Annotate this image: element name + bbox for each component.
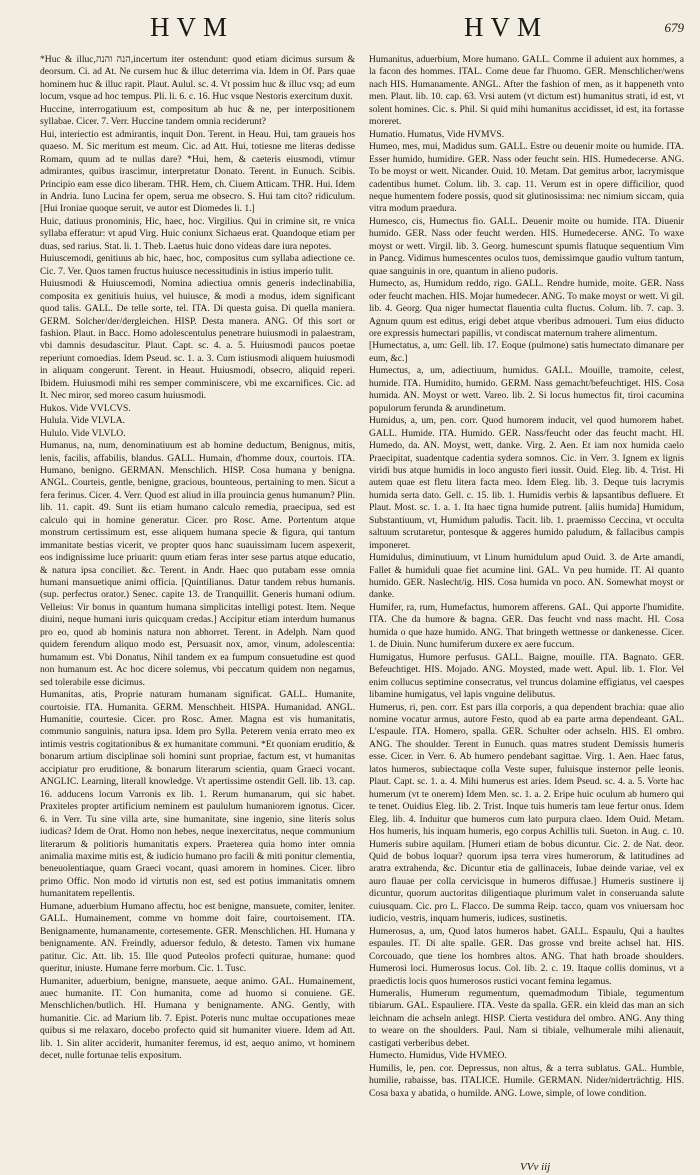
dictionary-entry: Humifer, ra, rum, Humefactus, humorem afferens. GAL. Qui apporte l'humidite. ITA. Che da humore & bagna. GER. Das feucht vnd nass macht. HI. Cosa humida o que haze humido. ANG. That bringeth wettnesse or dankenesse. Cicer. 1. de Diuin. Nunc humiferum duxere ex aere fuccum.	[369, 601, 684, 651]
dictionary-entry: Humidulus, diminutiuum, vt Linum humidulum apud Ouid. 3. de Arte amandi, Fallet & humiduli quae fiet acumine lini. GAL. Vn peu humide. IT. Al quanto humido. GER. Naslecht/ig. HIS. Cosa humida vn poco. AN. Somewhat moyst or danke.	[369, 552, 684, 601]
dictionary-entry: Humeralis, Humerum regumentum, quemadmodum Tibiale, tegumentum tibiarum. GAL. Espauliere. ITA. Veste da spalla. GER. ein kleid das man an sich leichnam die achseln anlegt. HISP. Cierta vestidura del ombro. ANG. Any thing to weare on the shoulders. Paul. Nam si tibiale, velhumerale mihi alienauit, castigati verberibus debet.	[369, 987, 684, 1049]
dictionary-entry: Humanitus, aduerbium, More humano. GALL. Comme il aduient aux hommes, a la facon des hommes. ITAL. Come deue far l'huomo. GER. Menschlicher/wens nach HIS. Humanamente. ANGL. After the fashion of men, as it happeneth vnto men. Plaut. lib. 10. cap. 63. Vrsi autem (vt dictum est) humanitus strati, id est, vt solent homines. Cic. s. Phil. Si quid mihi humanitus accidisset, id est, ita fortasse moreret.	[369, 54, 684, 128]
dictionary-entry: Hukos. Vide VVLCVS.	[40, 402, 131, 414]
running-head-left: HVM	[150, 12, 235, 42]
page-number: 679	[664, 20, 684, 35]
dictionary-entry: Humesco, cis, Humectus fio. GALL. Deuenir moite ou humide. ITA. Diuenir humido. GER. Nass oder feucht werden. HIS. Humedecerse. ANG. To waxe moyst or wett. Virgil. lib. 3. Georg. humescunt spumis flatuque sequentium Vim in Pancg. Vidimus humescentes oculos tuos, demissimque gaudio vultum tantum, quae sanguinis in ore, quantum in alieno pudoris.	[369, 215, 684, 277]
dictionary-entry: Humeo, mes, mui, Madidus sum. GALL. Estre ou deuenir moite ou humide. ITA. Esser humido, humidire. GER. Nass oder feucht sein. HIS. Humedecerse. ANG. To be moyst or wett. Nicander. Ouid. 10. Metam. Dat gemitus arbor, lacrymisque cadentibus humet. Colum. lib. 3. cap. 11. Verum est in opere difficilior, quod neque humentem fodere possis, quod sit glutinosissima: nec nimium siccam, quia vitra modum praedura.	[369, 141, 684, 215]
dictionary-entry: Humilis, le, pen. cor. Depressus, non altus, & a terra sublatus. GAL. Humble, humilie, rabaisse, bas. ITALICE. Humile. GERMAN. Nider/niderträchtig. HIS. Cosa baxa y abatida, o humilde. ANG. Lowe, simple, of lowe condition.	[369, 1062, 684, 1099]
dictionary-entry: [Humectatus, a, um: Gell. lib. 17. Eoque (pulmone) satis humectato dimanare per eum, &c.]	[369, 340, 684, 364]
dictionary-entry: Humecto. Humidus, Vide HVMEO.	[369, 1050, 507, 1062]
signature-mark: VVv iij	[520, 1161, 551, 1173]
left-column	[40, 54, 355, 1165]
dictionary-entry: Hululo. Vide VLVLO.	[40, 427, 126, 439]
dictionary-entry: Humanitas, atis, Proprie naturam humanam significat. GALL. Humanite, courtoisie. ITA. Humanita. GERM. Menschheit. HISPA. Humanidad. ANGL. Humanitie, courtesie. Cicer. pro Rosc. Amer. Magna est vis humanitatis, communio sanguinis, natura ipsa. Idem pro Sylla. Peterem venia errato meo ex intimis vestris cogitationibus & ex humanitate communi. *Et quoniam eruditio, & bonarum artium disciplinae soli homini sunt propriae, factum est, vt humanitas accipiatur pro eruditione, & bonarum literarum scientia, quam Graeci vocant. ANGLIC. Learning, literall knowledge. Vt apertissime ostendit Gell. lib. 13. cap. 16. adducens locum Varronis ex lib. 1. Rerum humanarum, qui sic habet. Praxiteles propter artificium neminem est paululum humaniorem ignotus. Cicer. 6. in Verr. Tu sine villa arte, sine humanitate, sine ingenio, sine literis solus iudicas? Idem de Orat. Homo non hebes, neque inexercitatus, neque communium literarum & politioris humanitatis expers. Praeterea quia homo inter omnia animalia maxime mitis est, & iudicio humano pro facili & miti ponitur clementia, beneuolentiaque, quam Graeci vocant, quasi amorem in homines. Cicer. libro primo Offic. Non modo id virtutis non est, sed est potius immanitatis omnem humanitatem repellentis.	[40, 689, 355, 900]
dictionary-entry: Huccine, interrogatiuum est, compositum ab huc & ne, per interpositionem syllabae. Cicer. 7. Verr. Huccine tandem omnia reciderunt?	[40, 103, 355, 128]
page-header	[40, 8, 684, 52]
dictionary-entry: Huiusmodi & Huiuscemodi, Nomina adiectiua omnis generis indeclinabilia, composita ex genitiuis huius, vel huiusce, & modi a modus, idem significant quod talis. GALL. De telle sorte, tel. ITA. Di questa guisa. Di quella maniera. GERM. Solcher/der/dergleichen. HISP. Desta manera. ANG. Of this sort or fashion. Plaut. in Bacc. Homo adolescentulus penetrare huiusmodi in palaestram, vbi damnis desudascitur. Plaut. Capt. sc. 4. a. 5. Huiusmodi paucos poetae reperiunt comoedias. Idem Pseud. sc. 1. a. 3. Cum istiusmodi aliquem huiusmodi in aliquam congerunt. Terent. in Heaut. Huiusmodi, obsecro, aliquid reperi. Ibidem. Huiusmodi mihi res semper comminiscere, vbi me excarnifices. Cic. ad It. Nec miror, sed moreo casum huiusmodi.	[40, 278, 355, 402]
dictionary-entry: Humaniter, aduerbium, benigne, mansuete, aeque animo. GAL. Humainement, auec humanite. IT. Con humanita, come ad huomo si conuiene. GE. Menschlichen/butlich. HI. Humana y benignamente. ANG. Gently, with humanitie. Cic. ad Marium lib. 7. Epist. Poteris nunc multae occupationes meae quibus si me relaxaro, docebo profecto quid sit humaniter viuere. Idem ad Att. lib. 1. Sin aliter acciderit, humaniter feremus, id est, aequo animo, vt hominem decet, nulle fortunae telis expositum.	[40, 975, 355, 1062]
dictionary-entry: Huiuscemodi, genitiuus ab hic, haec, hoc, compositus cum syllaba adiectione ce. Cic. 7. Ver. Quos tamen fructus huiusce necessitudinis in istius imperio tulit.	[40, 253, 355, 277]
dictionary-entry: Humatio. Humatus, Vide HVMVS.	[369, 128, 505, 140]
running-head-right: HVM	[464, 12, 549, 42]
dictionary-entry: Hulula. Vide VLVLA.	[40, 415, 126, 427]
text-columns	[40, 54, 684, 1165]
dictionary-entry: Humectus, a, um, adiectiuum, humidus. GALL. Mouille, tramoite, celest, humide. ITA. Humidito, humido. GERM. Nass gemacht/befeuchtiget. HIS. Cosa humida. AN. Moyst or wett. Vareo. lib. 2. Si locus humectus fit, tiroi cacumina populorum ferunda & arundinetum.	[369, 365, 684, 414]
dictionary-entry: Humerus, ri, pen. corr. Est pars illa corporis, a qua dependent brachia: quae alio nomine vocatur armus, autore Festo, quod ab ea parte arma dependeant. GAL. L'espaule. ITA. Homero, spalla. GER. Schulter oder achseln. HIS. El ombro. ANG. The shoulder. Terent in Eunuch. quas matres student Demissis humeris esse. Cicer. in Verr. 6. Ab humero pendebant sagittae. Virg. 1. Aen. Haec fatus, latos humeros, subiectaque colla Veste super, fuluisque insternor pelle leonis. Plaut. Capt. sc. 1. a. 4. Mihi humerus est aries. Idem Pseud. sc. 4. a. 5. Vorte hac humerum (vt te onerem) Idem Men. sc. 1. a. 2. Eripe huic oculum ab humero qui te tenet. Ouidius Eleg. lib. 2. Trist. Inque tuis humeris tam leue fertur onus. Idem Eleg. lib. 4. Induitur que humeros cum lato purpura claeo. Idem Ouid. Metam. Hos humeris, his inquam humeris, ego corpus Achillis tuli. Sueton. in Aug. c. 10. Humeris subire aquilam. [Humeri etiam de bobus dicuntur. Cic. 2. de Nat. deor. Quid de bobus loquar? quorum ipsa terra vires humerorum, & latitudines ad aratra extrahenda, &c. Dicuntur etia de gallinaceis, Iubae deinde variae, vel ex auro flauae per colla cervicisque in humeros diffusae.] Humeris sustinere ij dicuntur, quorum auctoritas diligentiaque plurimum valet in conseruanda salute cuiusquam. Cic. pro L. Flacco. De summa Reip. tacco, quam vos vniuersam hoc iudicio, vestris, inquam humeris, iudices, sustinetis.	[369, 701, 684, 925]
dictionary-entry: Humecto, as, Humidum reddo, rigo. GALL. Rendre humide, moite. GER. Nass oder feucht machen. HIS. Mojar humedecer. ANG. To make moyst or wett. Vi gil. lib. 4. Georg. Qua niger humectat flauentia culta fluctus. Colum. lib. 7. cap. 3. Agnum quum est editus, erigi debet atque vberibus admoueri. Tum eius diducto ore expressis humectari papillis, vt condiscat maternum trahere alimentum.	[369, 278, 684, 339]
dictionary-entry: Humidus, a, um, pen. corr. Quod humorem inducit, vel quod humorem habet. GALL. Humide. ITA. Humido. GER. Nass/feucht oder das feucht macht. HI. Humedo, da. AN. Moyst, wett, danke. Virg. 2. Aen. Et iam nox humida caelo Praecipitat, suadentque cadentia sydera somnos. Cic. in Verr. 3. Ignem ex lignis viridi bus atque humidis in loco angusto fieri iussit. Ouid. Eleg. lib. 4. Trist. Hi autem quae est fletu litera facta meo. Idem Eleg. lib. 3. Deque tuis lacrymis humida serta dato. Gell. c. 15. lib. 1. Humidis verbis & lapsantibus defluere. Et Plaut. Most. sc. 1. a. 1. Ita haec tigna humide putrent. [aliis humida] Humidum, Substantiuum, vt, Humidum paludis. Tacit. lib. 1. praemisso Ceccina, vt occulta saltuum scrutaretur, pontesque & aggeres humido paludum, & fallacibus campis imponeret.	[369, 415, 684, 551]
dictionary-entry: Huic, datiuus pronominis, Hic, haec, hoc. Virgilius. Qui in crimine sit, re vnica syllaba efferatur: vt apud Virg. Huic coniunx Sichaeus erat. Quandoque etiam per duas, sed rarius. Stat. li. 1. Theb. Laetus huic dono videas dare iura nepotes.	[40, 215, 355, 252]
dictionary-entry: Humigatus, Humore perfusus. GALL. Baigne, mouille. ITA. Bagnato. GER. Befeuchtiget. HIS. Mojado. ANG. Moysted, made wett. Apul. lib. 1. Flor. Vel enim collucus septimine consecratus, vel truncus dolamine effigiatus, vel caespes libamine humigatus, vel lapis vnguine delibutus.	[369, 651, 684, 701]
dictionary-entry: Humanus, na, num, denominatiuum est ab homine deductum, Benignus, mitis, lenis, facilis, affabilis, blandus. GALL. Humain, d'homme doux, courtois. ITA. Humano, benigno. GERMAN. Menschlich. HISP. Cosa humana y benigna. ANGL. Courteis, gentle, benigne, gracious, bounteous, pertaining to men. Sicut a fera ferinus. Cicer. 4. Verr. Quod est aliud in illa prouincia genus humanum? Plin. lib. 11. capit. 49. Sunt iis etiam humano calculo remedia, praecipua, sed est calculo qui in homine generatur. Cicer. pro Rosc. Ame. Portentum atque monstrum certissimum est, esse aliquem humana specie & figura, qui tantum immanitate bestias vicerit, ve propter quos hanc suauissimam lucem aspexerit, eos indignissime luce priuarit: quum etiam feras inter sese partus atque educatio, & natura ipsa conciliet. &c. Terent. in Andr. Haec quo putabam esse omnia humani mansuetique animi officia. [Quintilianus. Datur tandem rebus humanis. (sup. perfectus orator.) Senec. capite 13. de Tranquillit. Generis humani odium. Velleius: Vir bonus in quantum humana simplicitas intelligi potest. Item. Neque diuini, neque humani iuris quicquam credas.] Accipitur etiam interdum humanus pro eo, quod ab hominis natura non abhorret. Terent. in Adelph. Nam quod quidem ferendum aliquo modo est, Persuasit nox, amor, vinum, adolescentia: humanum est. Vbi Donatus, Nihil tandem ex ea fumpum consuetudine est quod non humanum est. Ac hoc dicere solemus, vbi peccatum quidem non negamus, sed tolerabile esse dicimus.	[40, 440, 355, 688]
dictionary-entry: Humerosus, a, um, Quod latos humeros habet. GALL. Espaulu, Qui a haultes espaules. IT. Di alte spalle. GER. Das grosse vnd breite achsel hat. HIS. Corcouado, que tiene los hombres altos. ANG. That hath broade shoulders. Humerosi loci. Humerosus locus. Col. lib. 2. c. 19. Itaque collis dominus, vt a praedictis locis quos humerosos rustici vocant femina legamus.	[369, 925, 684, 987]
dictionary-entry: *Huc & illuc,הנה והנה,incertum iter ostendunt: quod etiam dicimus sursum & deorsum. Ci. ad At. Ne cursem huc & illuc deterrima via. Idem in Of. Pars quae hominem huc & illuc rapit. Plaut. Aulul. sc. 4. Vt possim huc & illuc vsq; ad eum locum, vsque ad hoc tempus. Pli. li. 6. c. 16. Huc vsque Nestoris exercitum duxit.	[40, 54, 355, 103]
dictionary-entry: Humane, aduerbium Humano affectu, hoc est benigne, mansuete, comiter, leniter. GALL. Humainement, comme vn homme doit faire, courtoisement. ITA. Benignamente, humanamente, cortesemente. GER. Menschlichen. HI. Humana y benignamente. AN. Freindly, aduersor fedulo, & detesto. Tamen vix humane patitur. Cic. Att. lib. 15. Ille quod Puteolos profecti quiturae, humane: quod queritur, iniuste. Humane ferre morbum. Cic. 1. Tusc.	[40, 900, 355, 975]
dictionary-entry: Hui, interiectio est admirantis, inquit Don. Terent. in Heau. Hui, tam graueis hos quaeso. M. Sic meritum est meum. Cic. ad Att. Hui, totiesne me literas dedisse Romam, quum ad te nullas dare? *Hui, hem, & caeteris eiusmodi, vtimur admirantes, quibus irascimur, interpretatur Donato. Terent. in Eunuch. Scibis. Principio eam esse dico liberam. THR. Hem, ch. Ciuem Atticam. THR. Hui. Idem in Andria. Iuno Lucina fer opem, serua me obsecro. S. Hui tam cito? ridiculum. [Hui Ironiae quoque seruit, ve autor est Diomedes li. 1.]	[40, 128, 355, 215]
right-column	[369, 54, 684, 1165]
